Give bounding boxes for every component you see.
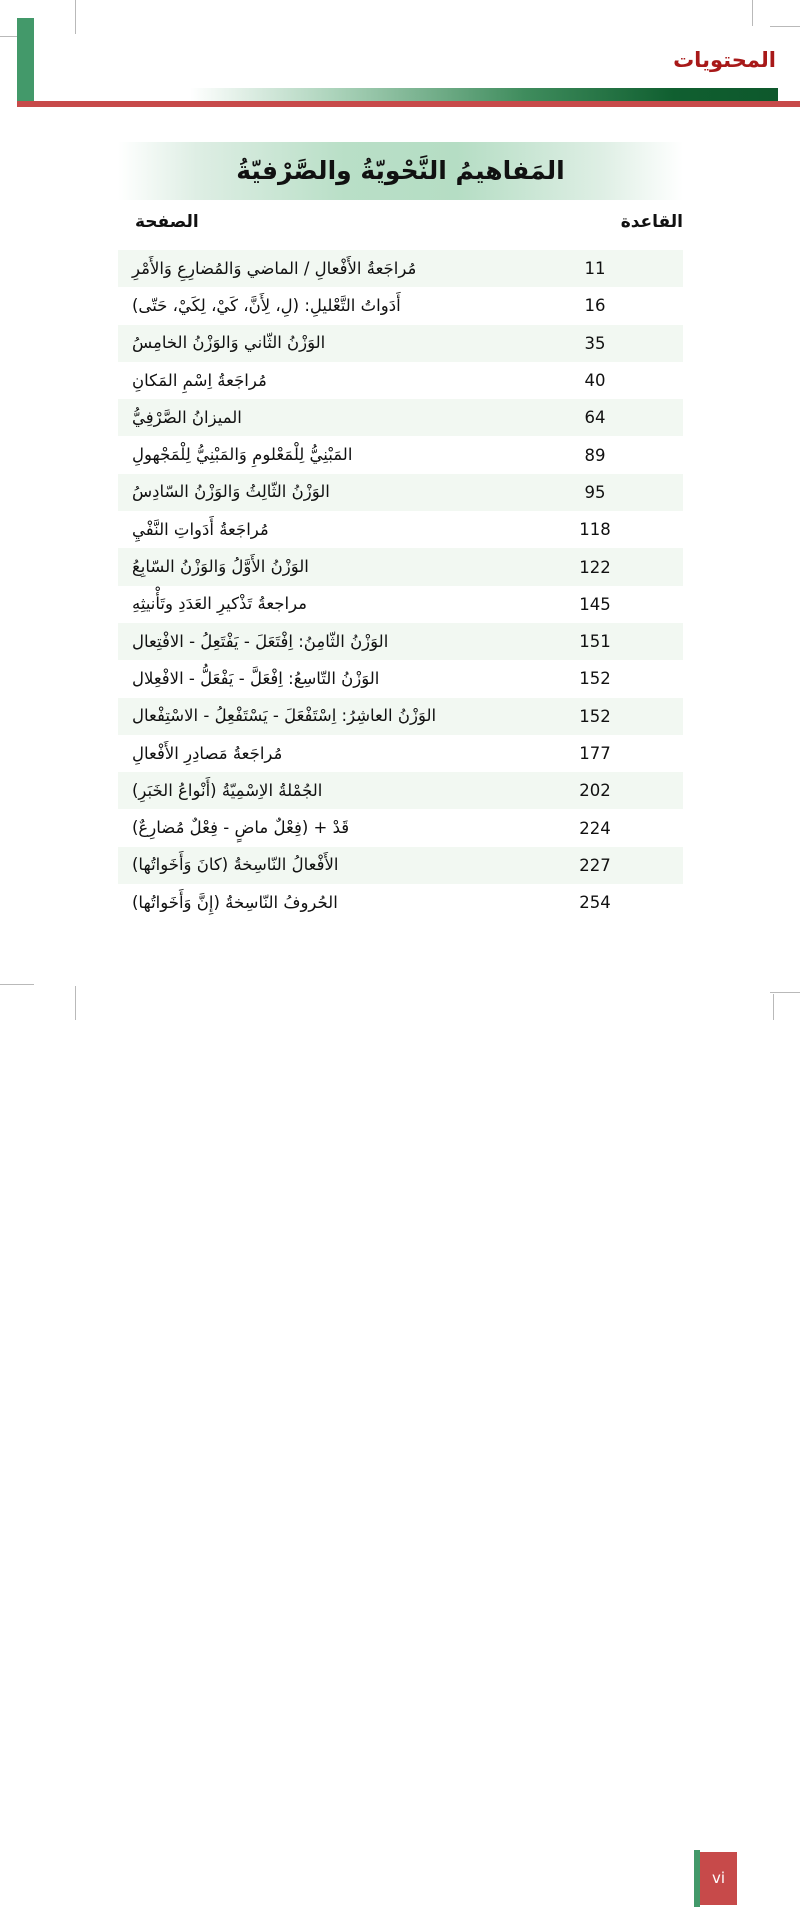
table-row[interactable] [118,436,683,473]
table-row[interactable] [118,660,683,697]
table-of-contents [118,250,683,921]
toc-entry-rule: الميزانُ الصَّرْفِيُّ [132,407,242,427]
toc-entry-page-number: 35 [584,333,606,353]
toc-entry-page-number: 202 [579,781,611,801]
toc-entry-page-number: 118 [579,520,611,540]
table-column-headers [118,212,683,244]
toc-entry-rule: الجُمْلةُ الاِسْمِيّةُ (أَنْواعُ الخَبَرِ) [132,780,323,800]
table-row[interactable] [118,474,683,511]
toc-entry-page-number: 151 [579,632,611,652]
toc-entry-page-number: 152 [579,669,611,689]
page-header [0,0,800,112]
table-row[interactable] [118,735,683,772]
toc-entry-rule: الوَزْنُ الثّاني وَالوَزْنُ الخامِسُ [132,333,326,353]
page-title: المحتويات [673,48,776,72]
toc-entry-page-number: 16 [584,296,606,316]
toc-entry-page-number: 254 [579,893,611,913]
toc-entry-rule: مُراجَعةُ مَصادِرِ الأَفْعالِ [132,743,283,763]
toc-entry-rule: المَبْنِيُّ لِلْمَعْلومِ وَالمَبْنِيُّ لِلْمَجْهولِ [132,445,353,465]
toc-entry-rule: الوَزْنُ الأَوَّلُ وَالوَزْنُ السّابِعُ [132,557,309,577]
toc-entry-rule: مُراجَعةُ اِسْمِ المَكانِ [132,370,267,390]
table-row[interactable] [118,623,683,660]
table-row[interactable] [118,399,683,436]
toc-entry-rule: مراجعةُ تَذْكيرِ العَدَدِ وتَأْنيثِهِ [132,594,308,614]
table-row[interactable] [118,325,683,362]
toc-entry-page-number: 89 [584,445,606,465]
table-row[interactable] [118,511,683,548]
toc-entry-page-number: 64 [584,408,606,428]
table-row[interactable] [118,847,683,884]
toc-entry-page-number: 122 [579,557,611,577]
section-title: المَفاهيمُ النَّحْويّةُ والصَّرْفيّةُ [236,156,565,186]
table-row[interactable] [118,772,683,809]
toc-entry-rule: أَدَواتُ التَّعْليلِ: (لِ، لِأَنَّ، كَيْ، لِكَيْ، حَتّى) [132,295,401,315]
toc-entry-page-number: 224 [579,818,611,838]
toc-entry-rule: الوَزْنُ العاشِرُ: اِسْتَفْعَلَ - يَسْتَفْعِلُ - الاسْتِفْعال [132,706,437,726]
toc-entry-rule: الحُروفُ النّاسِخةُ (إِنَّ وَأَخَواتُها) [132,892,338,912]
footer-page-number-box [700,1852,737,1905]
table-row[interactable] [118,548,683,585]
column-header-page: الصفحة [135,212,199,232]
table-row[interactable] [118,250,683,287]
header-green-gradient-bar [34,88,778,101]
table-row[interactable] [118,809,683,846]
toc-entry-page-number: 227 [579,855,611,875]
toc-entry-page-number: 11 [584,259,606,279]
page-footer [0,910,800,1887]
column-header-rule: القاعدة [620,212,683,232]
header-green-side-bar [17,18,34,102]
table-row[interactable] [118,586,683,623]
toc-entry-rule: الوَزْنُ الثّالِثُ وَالوَزْنُ السّادِسُ [132,482,330,502]
toc-entry-rule: الوَزْنُ التّاسِعُ: اِفْعَلَّ - يَفْعَلُّ - الافْعِلال [132,668,380,688]
table-row[interactable] [118,362,683,399]
toc-entry-page-number: 145 [579,594,611,614]
toc-entry-rule: قَدْ + (فِعْلٌ ماضٍ - فِعْلٌ مُضارِعٌ) [132,818,350,838]
toc-entry-page-number: 95 [584,482,606,502]
toc-entry-rule: الأَفْعالُ النّاسِخةُ (كانَ وَأَخَواتُها) [132,855,339,875]
toc-entry-page-number: 177 [579,744,611,763]
toc-entry-page-number: 152 [579,706,611,726]
footer-page-number: vi [711,1869,726,1887]
toc-entry-rule: الوَزْنُ الثّامِنُ: اِفْتَعَلَ - يَفْتَعِلُ - الافْتِعال [132,631,389,651]
table-row[interactable] [118,287,683,324]
toc-entry-rule: مُراجَعةُ أَدَواتِ النَّفْيِ [132,519,269,539]
section-title-band [118,142,683,200]
table-row[interactable] [118,698,683,735]
toc-entry-rule: مُراجَعةُ الأَفْعالِ / الماضي وَالمُضارِعِ وَالأَمْرِ [132,258,417,278]
header-red-rule [17,101,800,107]
toc-entry-page-number: 40 [584,371,606,391]
